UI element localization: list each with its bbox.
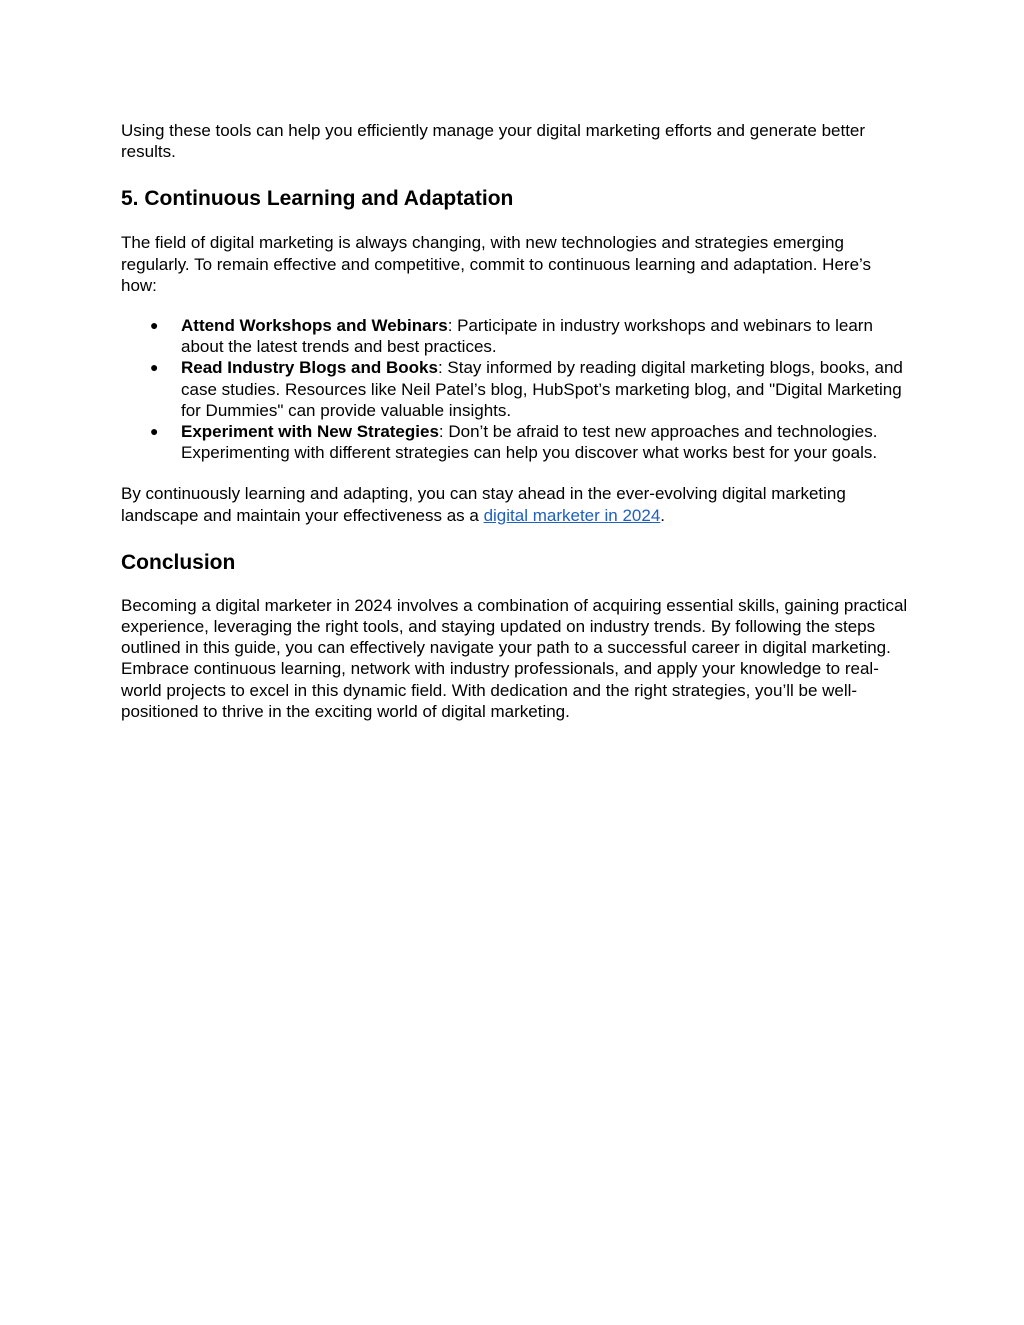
closing-period: . bbox=[660, 505, 666, 525]
conclusion-heading: Conclusion bbox=[121, 550, 236, 574]
bullet-item-blogs bbox=[121, 357, 911, 421]
bullet-text: : Don’t be afraid to test new approaches and technologies. Experimenting with different strategies can help you discover what works best for your goals. bbox=[181, 422, 878, 463]
bullet-item-experiment bbox=[121, 421, 911, 463]
bullet-text: : Participate in industry workshops and webinars to learn about the latest trends and best practices. bbox=[181, 316, 873, 357]
bullet-list bbox=[121, 315, 911, 463]
closing-paragraph bbox=[121, 483, 911, 525]
conclusion-paragraph: Becoming a digital marketer in 2024 involves a combination of acquiring essential skills, gaining practical experience, leveraging the right tools, and staying updated on industry trends. By following the steps outlined in this guide, you can effectively navigate your path to a successful career in digital marketing. Embrace continuous learning, network with industry professionals, and apply your knowledge to real-world projects to excel in this dynamic field. With dedication and the right strategies, you’ll be well-positioned to thrive in the exciting world of digital marketing. bbox=[121, 595, 908, 721]
bullet-title: Read Industry Blogs and Books bbox=[181, 358, 438, 378]
bullet-item-workshops bbox=[121, 315, 911, 357]
section-paragraph: The field of digital marketing is always changing, with new technologies and strategies emerging regularly. To remain effective and competitive, commit to continuous learning and adaptation. Here’s how: bbox=[121, 233, 871, 295]
bullet-title: Attend Workshops and Webinars bbox=[181, 316, 448, 336]
page-content bbox=[121, 120, 911, 722]
bullet-icon: ● bbox=[150, 317, 159, 334]
bullet-icon: ● bbox=[150, 423, 159, 440]
intro-paragraph: Using these tools can help you efficiently manage your digital marketing efforts and generate better results. bbox=[121, 121, 866, 162]
bullet-text: : Stay informed by reading digital marketing blogs, books, and case studies. Resources like Neil Patel’s blog, HubSpot’s marketing blog, and "Digital Marketing for Dummies" can provide valuable insights. bbox=[181, 358, 903, 420]
bullet-title: Experiment with New Strategies bbox=[181, 422, 439, 442]
closing-text: By continuously learning and adapting, you can stay ahead in the ever-evolving digital marketing landscape and maintain your effectiveness as a bbox=[121, 484, 846, 525]
bullet-icon: ● bbox=[150, 359, 159, 376]
section-heading: 5. Continuous Learning and Adaptation bbox=[121, 187, 514, 211]
digital-marketer-link[interactable]: digital marketer in 2024 bbox=[483, 505, 661, 525]
